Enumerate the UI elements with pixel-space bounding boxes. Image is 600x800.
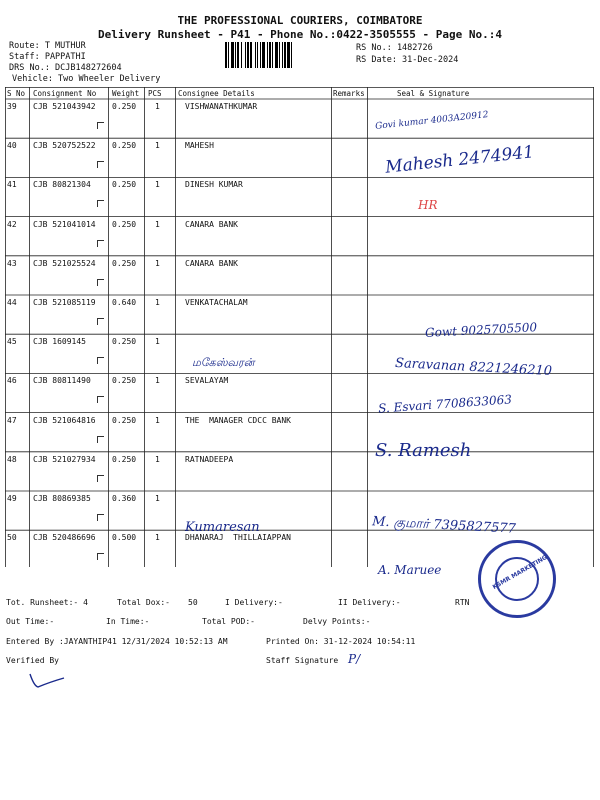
row-39-weight: 0.250 <box>112 102 137 111</box>
row-39-pcs: 1 <box>155 102 160 111</box>
company-seal-stamp <box>478 540 556 618</box>
row-39-consignment: CJB 521043942 <box>33 102 96 111</box>
row-50-consignment: CJB 520486696 <box>33 533 96 543</box>
i-delivery-label: I Delivery:- <box>225 598 283 607</box>
row-44-sno: 44 <box>7 298 17 307</box>
row-40-weight: 0.250 <box>112 141 137 151</box>
row-40-pcs: 1 <box>155 141 160 151</box>
rs-no-label: RS No.: 1482726 <box>356 43 433 53</box>
row-41-pcs: 1 <box>155 180 160 190</box>
row-45-weight: 0.250 <box>112 337 137 347</box>
col-header-weight: Weight <box>112 89 140 98</box>
stamp-text: KSMR MARKETING <box>491 553 549 592</box>
rs-date-label: RS Date: 31-Dec-2024 <box>356 55 459 65</box>
signature-row-45: Saravanan 8221246210 <box>394 355 553 380</box>
row-41-consignee: DINESH KUMAR <box>185 180 243 190</box>
col-header-consignee: Consignee Details <box>178 89 255 98</box>
row-49-weight: 0.360 <box>112 494 137 503</box>
verified-check-mark <box>28 668 68 690</box>
company-title: THE PROFESSIONAL COURIERS, COIMBATORE <box>177 14 423 27</box>
consignee-handwritten-row-45: மகேஸ்வரன் <box>192 356 255 369</box>
row-48-weight: 0.250 <box>112 454 137 464</box>
total-dox-label: Total Dox:- <box>117 598 170 607</box>
row-tick-mark <box>97 436 104 443</box>
row-43-consignment: CJB 521025524 <box>33 258 96 268</box>
col-header-sno: S No <box>7 89 26 98</box>
row-tick-mark <box>97 240 104 247</box>
signature-row-49: M. குமார் 7395827577 <box>371 514 517 537</box>
out-time-label: Out Time:- <box>6 617 55 626</box>
route-label: Route: T MUTHUR <box>9 41 86 51</box>
row-39-sno: 39 <box>7 102 17 111</box>
printed-on: Printed On: 31-12-2024 10:54:11 <box>266 637 416 646</box>
row-tick-mark <box>97 200 104 207</box>
row-41-sno: 41 <box>7 180 17 190</box>
row-tick-mark <box>97 357 104 364</box>
signature-row-41: HR <box>418 198 438 212</box>
row-44-consignee: VENKATACHALAM <box>185 298 248 307</box>
vehicle-label: Vehicle: Two Wheeler Delivery <box>12 74 161 84</box>
drs-label: DRS No.: DCJB148272604 <box>9 63 122 73</box>
in-time-label: In Time:- <box>106 617 150 626</box>
signature-row-44: Gowt 9025705500 <box>424 320 538 340</box>
row-tick-mark <box>97 161 104 168</box>
col-header-consignment: Consignment No <box>33 89 97 98</box>
row-50-weight: 0.500 <box>112 533 137 543</box>
row-49-sno: 49 <box>7 494 17 503</box>
row-42-consignment: CJB 521041014 <box>33 219 96 229</box>
row-47-sno: 47 <box>7 415 17 425</box>
barcode-gap <box>292 42 294 68</box>
row-40-consignee: MAHESH <box>185 141 214 151</box>
staff-label: Staff: PAPPATHI <box>9 52 86 62</box>
row-42-weight: 0.250 <box>112 219 137 229</box>
signature-row-46: S. Esvari 7708633063 <box>377 392 513 416</box>
signature-row-39: Govi kumar 4003A20912 <box>374 110 489 132</box>
row-43-weight: 0.250 <box>112 258 137 268</box>
row-40-consignment: CJB 520752522 <box>33 141 96 151</box>
row-47-weight: 0.250 <box>112 415 137 425</box>
row-49-pcs: 1 <box>155 494 160 503</box>
row-48-sno: 48 <box>7 454 17 464</box>
row-45-pcs: 1 <box>155 337 160 347</box>
row-tick-mark <box>97 514 104 521</box>
ii-delivery-label: II Delivery:- <box>338 598 401 607</box>
row-46-consignee: SEVALAYAM <box>185 376 229 386</box>
row-47-consignment: CJB 521064816 <box>33 415 96 425</box>
signature-row-40: Mahesh 2474941 <box>384 142 535 178</box>
row-41-weight: 0.250 <box>112 180 137 190</box>
entered-by: Entered By :JAYANTHIP41 12/31/2024 10:52:13 AM <box>6 637 228 646</box>
row-43-sno: 43 <box>7 258 17 268</box>
row-46-consignment: CJB 80811490 <box>33 376 91 386</box>
barcode <box>225 42 350 68</box>
row-tick-mark <box>97 122 104 129</box>
row-tick-mark <box>97 318 104 325</box>
row-tick-mark <box>97 553 104 560</box>
row-43-pcs: 1 <box>155 258 160 268</box>
staff-signature-label: Staff Signature <box>266 656 339 665</box>
row-50-consignee: DHANARAJ THILLAIAPPAN <box>185 533 291 543</box>
total-pod-label: Total POD:- <box>202 617 255 626</box>
row-44-weight: 0.640 <box>112 298 137 307</box>
row-50-sno: 50 <box>7 533 17 543</box>
signature-row-47: S. Ramesh <box>375 440 472 461</box>
row-40-sno: 40 <box>7 141 17 151</box>
col-header-remarks: Remarks <box>333 89 365 98</box>
row-45-consignment: CJB 1609145 <box>33 337 86 347</box>
row-42-consignee: CANARA BANK <box>185 219 238 229</box>
row-44-consignment: CJB 521085119 <box>33 298 96 307</box>
row-47-consignee: THE MANAGER CDCC BANK <box>185 415 291 425</box>
verified-by-label: Verified By <box>6 656 59 665</box>
row-39-consignee: VISHWANATHKUMAR <box>185 102 258 111</box>
row-49-consignment: CJB 80869385 <box>33 494 91 503</box>
row-46-weight: 0.250 <box>112 376 137 386</box>
row-46-pcs: 1 <box>155 376 160 386</box>
runsheet-subtitle: Delivery Runsheet - P41 - Phone No.:0422-3505555 - Page No.:4 <box>98 28 502 41</box>
row-46-sno: 46 <box>7 376 17 386</box>
row-41-consignment: CJB 80821304 <box>33 180 91 190</box>
total-dox-value: 50 <box>188 598 198 607</box>
row-tick-mark <box>97 279 104 286</box>
row-48-pcs: 1 <box>155 454 160 464</box>
row-43-consignee: CANARA BANK <box>185 258 238 268</box>
consignee-handwritten-row-49: Kumaresan <box>185 520 260 535</box>
row-44-pcs: 1 <box>155 298 160 307</box>
row-47-pcs: 1 <box>155 415 160 425</box>
total-runsheet: Tot. Runsheet:- 4 <box>6 598 88 607</box>
staff-signature-mark: P/ <box>348 652 361 666</box>
col-header-signature: Seal & Signature <box>397 89 470 98</box>
delvy-points-label: Delvy Points:- <box>303 617 371 626</box>
row-42-sno: 42 <box>7 219 17 229</box>
row-48-consignment: CJB 521027934 <box>33 454 96 464</box>
rtn-label: RTN <box>455 598 470 607</box>
col-header-pcs: PCS <box>148 89 162 98</box>
row-45-sno: 45 <box>7 337 17 347</box>
row-tick-mark <box>97 396 104 403</box>
row-48-consignee: RATNADEEPA <box>185 454 234 464</box>
row-tick-mark <box>97 475 104 482</box>
row-50-pcs: 1 <box>155 533 160 543</box>
row-42-pcs: 1 <box>155 219 160 229</box>
signature-row-50: A. Maruee <box>378 563 442 577</box>
